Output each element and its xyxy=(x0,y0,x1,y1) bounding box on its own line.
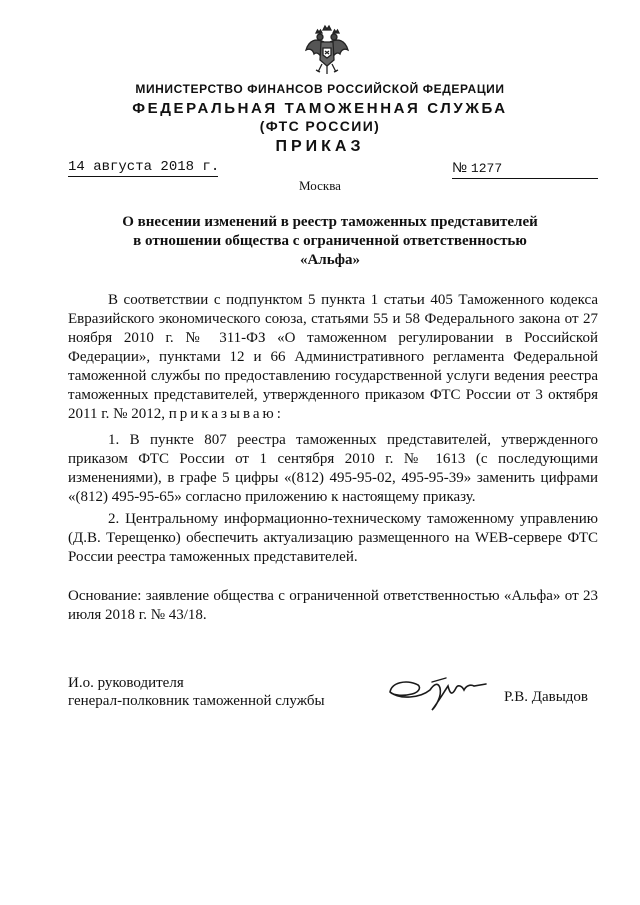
signer-position xyxy=(68,674,325,710)
order-city: Москва xyxy=(299,178,341,193)
subject-line-1: О внесении изменений в реестр таможенных представителей xyxy=(122,214,538,230)
order-subject xyxy=(60,213,600,270)
basis-paragraph: Основание: заявление общества с ограниченной ответственностью «Альфа» от 23 июля 2018 г. № 43/18. xyxy=(68,588,598,623)
intro-text: В соответствии с подпунктом 5 пункта 1 статьи 405 Таможенного кодекса Евразийского экономического союза, статьями 55 и 58 Федерального закона от 27 ноября 2010 г. № 311-ФЗ «О таможенном регулировании в Российской Федерации», пунктами 12 и 66 Административного регламента Федеральной таможенной службы по предоставлению государственной услуги ведения реестра таможенных представителей, утвержденного приказом ФТС России от 3 октября 2011 г. № 2012, xyxy=(68,292,598,422)
signer-name: Р.В. Давыдов xyxy=(504,689,588,705)
subject-line-2: в отношении общества с ограниченной ответственностью xyxy=(133,233,527,249)
subject-line-3: «Альфа» xyxy=(299,252,361,268)
order-item-1: 1. В пункте 807 реестра таможенных представителей, утвержденного приказом ФТС России от 1 сентября 2010 г. № 1613 (с последующими изменениями), в графе 5 цифры «(812) 495-95-02, 495-95-39» заменить цифрами «(812) 495-95-65» согласно приложению к настоящему приказу. xyxy=(68,432,598,505)
order-item-2: 2. Центральному информационно-техническому таможенному управлению (Д.В. Терещенко) обеспечить актуализацию размещенного на WEB-сервере ФТС России реестра таможенных представителей. xyxy=(68,511,598,565)
number-sign: № xyxy=(452,159,468,175)
document-type-title: ПРИКАЗ xyxy=(275,138,365,155)
intro-paragraph xyxy=(68,291,598,424)
order-number-field xyxy=(452,158,598,179)
order-date: 14 августа 2018 г. xyxy=(68,159,220,175)
signer-position-line-1: И.о. руководителя xyxy=(68,675,184,691)
service-short-name: (ФТС РОССИИ) xyxy=(259,118,381,134)
order-number: 1277 xyxy=(470,161,503,176)
order-verb: приказываю: xyxy=(168,406,284,422)
handwritten-signature xyxy=(386,670,506,712)
russian-coat-of-arms-icon xyxy=(304,24,350,76)
signer-position-line-2: генерал-полковник таможенной службы xyxy=(68,693,325,709)
service-name: ФЕДЕРАЛЬНАЯ ТАМОЖЕННАЯ СЛУЖБА xyxy=(132,100,508,117)
ministry-name: МИНИСТЕРСТВО ФИНАНСОВ РОССИЙСКОЙ ФЕДЕРАЦИИ xyxy=(135,82,505,96)
